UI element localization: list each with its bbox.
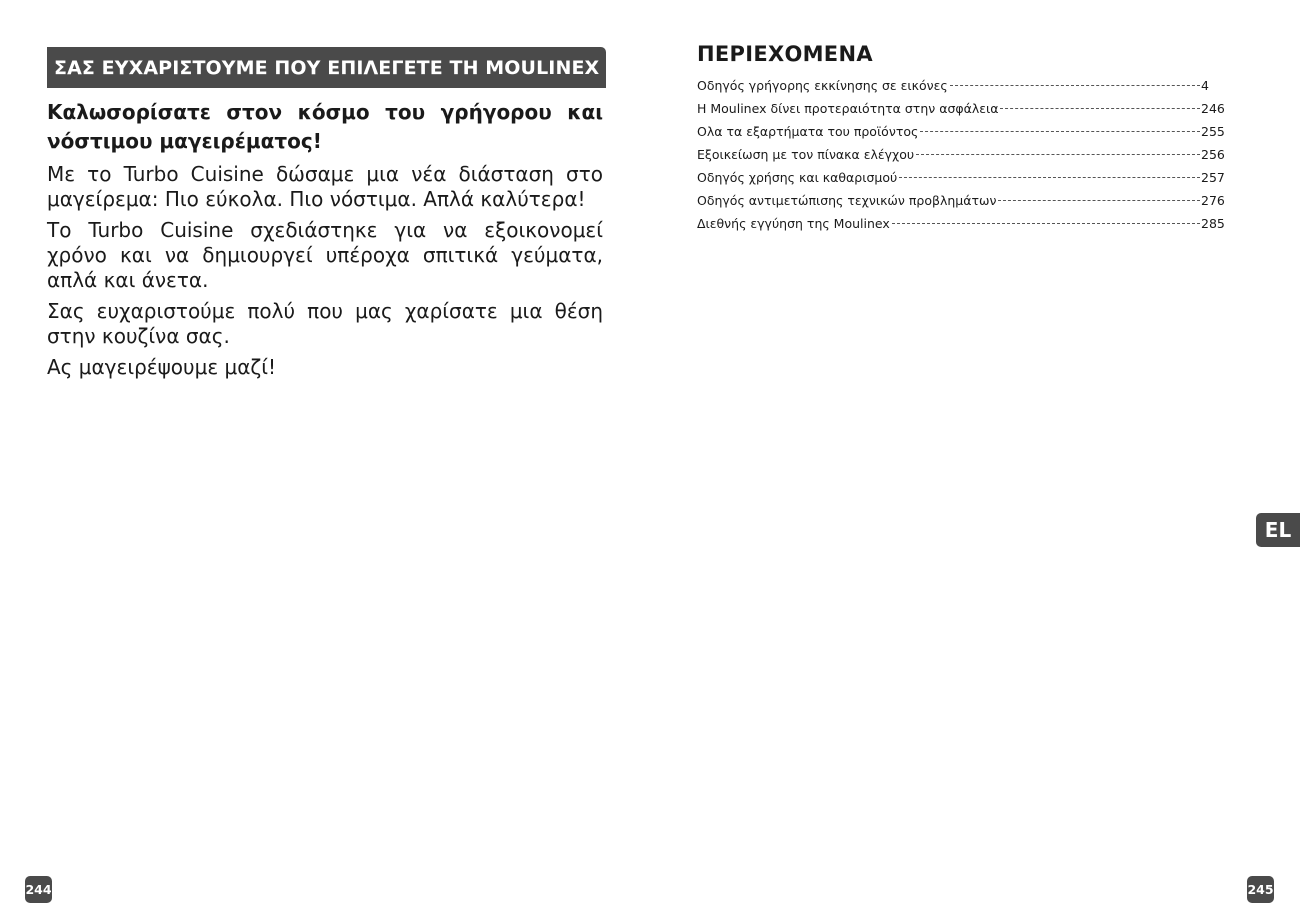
page-number-left: 244 [25, 876, 52, 903]
toc-entry-label: Οδηγός αντιμετώπισης τεχνικών προβλημάτων [697, 193, 997, 208]
table-of-contents [697, 42, 1227, 235]
toc-list [697, 74, 1227, 235]
welcome-heading: Καλωσορίσατε στον κόσμο του γρήγορου και νόστιμου μαγειρέματος! [47, 100, 603, 153]
toc-entry-page: 255 [1201, 124, 1225, 139]
toc-entry-label: Διεθνής εγγύηση της Moulinex [697, 216, 890, 231]
toc-entry-page: 285 [1201, 216, 1225, 231]
language-tab: EL [1256, 513, 1300, 547]
toc-entry-label: Η Moulinex δίνει προτεραιότητα στην ασφάλεια [697, 101, 999, 116]
toc-entry-page: 246 [1201, 101, 1225, 116]
toc-entry-label: Ολα τα εξαρτήματα του προϊόντος [697, 124, 919, 139]
toc-entry[interactable] [697, 189, 1227, 212]
intro-paragraph-3: Σας ευχαριστούμε πολύ που μας χαρίσατε μια θέση στην κουζίνα σας. [47, 299, 603, 348]
toc-entry[interactable] [697, 212, 1227, 235]
intro-paragraph-1: Με το Turbo Cuisine δώσαμε μια νέα διάσταση στο μαγείρεμα: Πιο εύκολα. Πιο νόστιμα. Απλά καλύτερα! [47, 162, 603, 211]
toc-entry-page: 276 [1201, 193, 1225, 208]
page-number-right: 245 [1247, 876, 1274, 903]
toc-dot-leader [950, 85, 1200, 86]
toc-entry[interactable] [697, 74, 1227, 97]
toc-dot-leader [920, 131, 1200, 132]
left-page-content [47, 47, 603, 380]
thank-you-banner: ΣΑΣ ΕΥΧΑΡΙΣΤΟΥΜΕ ΠΟΥ ΕΠΙΛΕΓΕΤΕ ΤΗ MOULINEX [47, 47, 606, 88]
toc-entry-page: 256 [1201, 147, 1225, 162]
toc-dot-leader [899, 177, 1200, 178]
toc-entry[interactable] [697, 166, 1227, 189]
toc-dot-leader [916, 154, 1200, 155]
toc-entry[interactable] [697, 97, 1227, 120]
toc-entry[interactable] [697, 120, 1227, 143]
toc-entry-label: Εξοικείωση με τον πίνακα ελέγχου [697, 147, 915, 162]
toc-title: ΠΕΡΙΕΧΟΜΕΝΑ [697, 42, 873, 66]
toc-entry[interactable] [697, 143, 1227, 166]
toc-dot-leader [892, 223, 1200, 224]
toc-dot-leader [1000, 108, 1200, 109]
intro-paragraph-4: Ας μαγειρέψουμε μαζί! [47, 355, 277, 379]
toc-entry-label: Οδηγός γρήγορης εκκίνησης σε εικόνες [697, 78, 948, 93]
toc-entry-page: 4 [1201, 78, 1209, 93]
toc-dot-leader [998, 200, 1200, 201]
toc-entry-label: Οδηγός χρήσης και καθαρισμού [697, 170, 898, 185]
toc-entry-page: 257 [1201, 170, 1225, 185]
intro-paragraph-2: Το Turbo Cuisine σχεδιάστηκε για να εξοικονομεί χρόνο και να δημιουργεί υπέροχα σπιτικά γεύματα, απλά και άνετα. [47, 218, 603, 292]
